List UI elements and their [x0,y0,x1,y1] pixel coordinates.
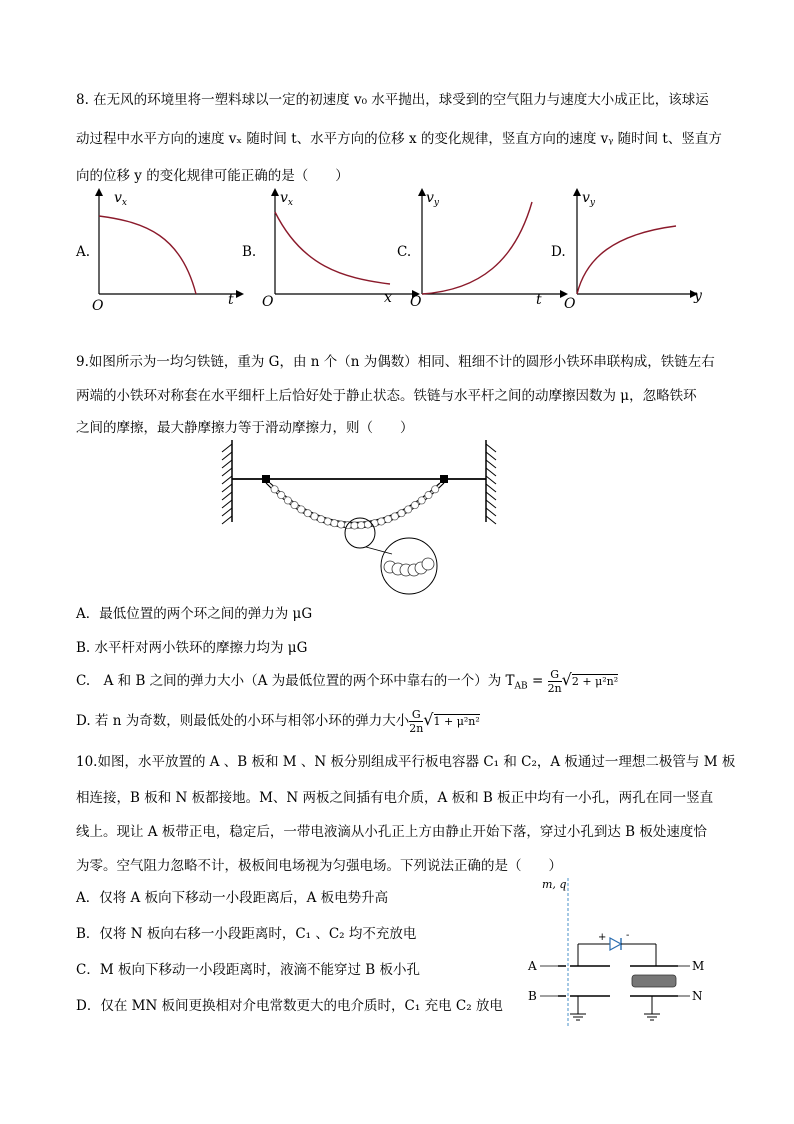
origin-label: O [92,298,104,314]
chain-ring [351,522,358,529]
q9-option-d [76,708,480,735]
sqrt-sign: √ [423,710,434,729]
q9-option-c-fraction [548,668,562,695]
chain-ring [324,518,331,525]
q9-option-c-root: 2 + μ²n² [571,675,619,688]
label-m: M [692,959,705,973]
chain-ring [271,486,278,493]
q9-option-d-text: D. 若 n 为奇数，则最低处的小环与相邻小环的弹力大小 [76,713,410,729]
chain-ring [284,497,291,504]
x-axis-label: t [536,292,542,308]
chain-ring [291,502,298,509]
q8-line1: 8. 在无风的环境里将一塑料球以一定的初速度 v₀ 水平抛出，球受到的空气阻力与速度大小成正比，该球运 [76,92,709,108]
left-wall-hatch [222,444,232,524]
q8-line3: 向的位移 y 的变化规律可能正确的是（ ） [76,168,349,184]
q10-line2: 相连接，B 板和 N 板都接地。M、N 两板之间插有电介质，A 板和 B 板正中均有一小孔，两孔在同一竖直 [76,790,714,806]
right-wall-hatch [486,444,496,524]
q10-line1: 10.如图，水平放置的 A 、B 板和 M 、N 板分别组成平行板电容器 C₁ 和 C₂，A 板通过一理想二极管与 M 板 [76,754,736,770]
x-axis-label: x [384,290,392,306]
y-axis-arrow [95,188,103,196]
q9-line3: 之间的摩擦，最大静摩擦力等于滑动摩擦力，则（ ） [76,420,414,436]
chain-ring [398,510,405,517]
fraction-numerator: G [409,708,423,722]
x-axis-arrow [236,290,244,298]
chain-rings [271,486,439,529]
y-axis-arrow [418,188,426,196]
curve [422,202,532,294]
chain-ring [371,520,378,527]
q8-option-b-label: B. [242,244,257,260]
curve [275,212,390,284]
chain-ring [358,522,365,529]
y-axis-label: $v_y$ [582,190,596,208]
q10-option-c: C．M 板向下移动一小段距离时，液滴不能穿过 B 板小孔 [76,962,420,978]
charge-label: m, q [542,878,567,891]
q9-option-c-eq: = [527,673,548,689]
chain-ring [384,516,391,523]
x-axis-label: y [694,288,702,304]
label-a: A [528,959,537,973]
sqrt-sign: √ [561,670,572,689]
y-axis-label: $v_x$ [280,190,293,208]
q9-option-a: A．最低位置的两个环之间的弹力为 μG [76,606,313,622]
left-end-ring [262,475,270,483]
chain-ring [298,506,305,513]
origin-label: O [564,296,576,312]
q9-line1: 9.如图所示为一均匀铁链，重为 G，由 n 个（n 为偶数）相同、粗细不计的圆形小铁环串联构成，铁链左右 [76,354,715,370]
q8-option-c-label: C. [397,244,412,260]
fraction-denominator: 2n [409,722,424,735]
diode-icon [610,938,621,950]
fraction-denominator: 2n [547,682,562,695]
q9-option-c-text: C. A 和 B 之间的弹力大小（A 为最低位置的两个环中靠右的一个）为 T [76,673,515,689]
zoomed-rings [384,558,434,576]
chain-ring [278,492,285,499]
label-n: N [692,989,703,1003]
origin-label: O [262,294,274,310]
q9-option-c [76,668,618,695]
q9-chain-figure [214,438,514,598]
q8-option-a-label: A. [76,244,91,260]
chain-ring [411,502,418,509]
origin-label: O [410,294,422,310]
q8-graph-c [410,186,570,316]
q8-graph-a [86,186,246,316]
chain-ring [405,506,412,513]
q10-option-d: D．仅在 MN 板间更换相对介电常数更大的电介质时，C₁ 充电 C₂ 放电 [76,998,503,1014]
right-end-ring [440,475,448,483]
q9-option-c-sub: AB [514,681,528,692]
q9-option-d-root: 1 + μ²n² [433,715,480,728]
chain-ring [304,510,311,517]
chain-ring [378,518,385,525]
q9-option-b: B. 水平杆对两小铁环的摩擦力均为 μG [76,640,308,656]
q8-line2: 动过程中水平方向的速度 vₓ 随时间 t、水平方向的位移 x 的变化规律，竖直方向的速度 vᵧ 随时间 t、竖直方 [76,131,722,147]
chain-ring [311,513,318,520]
chain-ring [418,497,425,504]
label-b: B [528,989,537,1003]
y-axis-label: $v_y$ [426,190,440,208]
chain-ring [318,516,325,523]
dielectric-slab [632,975,676,987]
q10-circuit-figure [526,876,726,1026]
chain-ring [331,520,338,527]
q10-option-b: B．仅将 N 板向右移一小段距离时，C₁ 、C₂ 均不充放电 [76,926,417,942]
diode-plus: + [598,932,607,943]
q10-line4: 为零。空气阻力忽略不计，极板间电场视为匀强电场。下列说法正确的是（ ） [76,858,562,874]
chain-ring [432,486,439,493]
chain-ring [391,513,398,520]
q10-line3: 线上。现让 A 板带正电，稳定后，一带电液滴从小孔正上方由静止开始下落，穿过小孔到达 B 板处速度恰 [76,824,707,840]
chain-ring [425,492,432,499]
chain-ring [344,522,351,529]
diode-minus: - [626,930,630,941]
curve [99,216,196,294]
q10-option-a: A．仅将 A 板向下移动一小段距离后，A 板电势升高 [76,890,389,906]
y-axis-arrow [271,188,279,196]
x-axis-label: t [228,292,234,308]
y-axis-arrow [573,188,581,196]
curve [577,226,676,294]
chain-ring [338,521,345,528]
y-axis-label: $v_x$ [114,190,127,208]
q8-graph-d [564,186,724,316]
fraction-numerator: G [548,668,562,682]
q9-option-d-fraction [409,708,423,735]
q9-line2: 两端的小铁环对称套在水平细杆上后恰好处于静止状态。铁链与水平杆之间的动摩擦因数为 μ，忽略铁环 [76,388,697,404]
q8-option-d-label: D. [551,244,566,260]
